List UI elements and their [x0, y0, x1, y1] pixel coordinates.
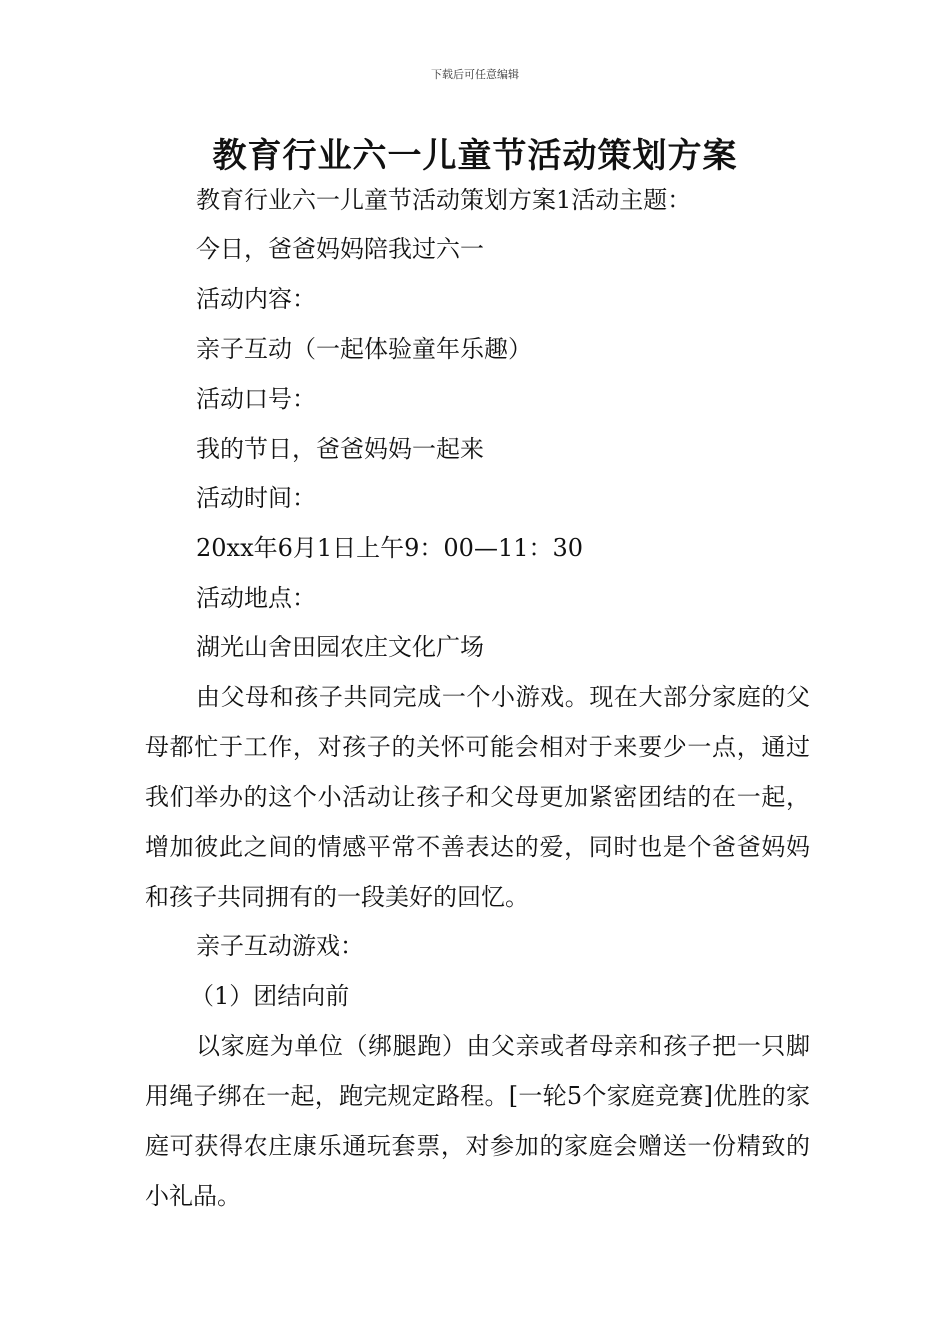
text-line-7: 活动时间： [196, 484, 316, 512]
paragraph-intro: 由父母和孩子共同完成一个小游戏。现在大部分家庭的父母都忙于工作，对孩子的关怀可能会相对于来要少一点，通过我们举办的这个小活动让孩子和父母更加紧密团结的在一起，增加彼此之间的情感平常不善表达的爱，同时也是个爸爸妈妈和孩子共同拥有的一段美好的回忆。 [145, 683, 810, 911]
text-line-4: 亲子互动（一起体验童年乐趣） [196, 335, 532, 363]
text-line-8: 20xx年6月1日上午9：00—11：30 [196, 534, 584, 562]
paragraph-game1: 以家庭为单位（绑腿跑）由父亲或者母亲和孩子把一只脚用绳子绑在一起，跑完规定路程。[一轮5个家庭竞赛]优胜的家庭可获得农庄康乐通玩套票，对参加的家庭会赠送一份精致的小礼品。 [145, 1032, 810, 1210]
text-line-game1: （1）团结向前 [190, 982, 350, 1010]
text-line-games: 亲子互动游戏： [196, 932, 364, 960]
text-line-9: 活动地点： [196, 584, 316, 612]
text-line-3: 活动内容： [196, 285, 316, 313]
header-note: 下载后可任意编辑 [431, 68, 519, 81]
text-line-5: 活动口号： [196, 385, 316, 413]
text-line-1: 教育行业六一儿童节活动策划方案1活动主题： [196, 186, 692, 214]
text-line-2: 今日，爸爸妈妈陪我过六一 [196, 235, 484, 263]
text-line-10: 湖光山舍田园农庄文化广场 [196, 633, 484, 661]
document-title: 教育行业六一儿童节活动策划方案 [212, 136, 738, 176]
text-line-6: 我的节日，爸爸妈妈一起来 [196, 435, 484, 463]
